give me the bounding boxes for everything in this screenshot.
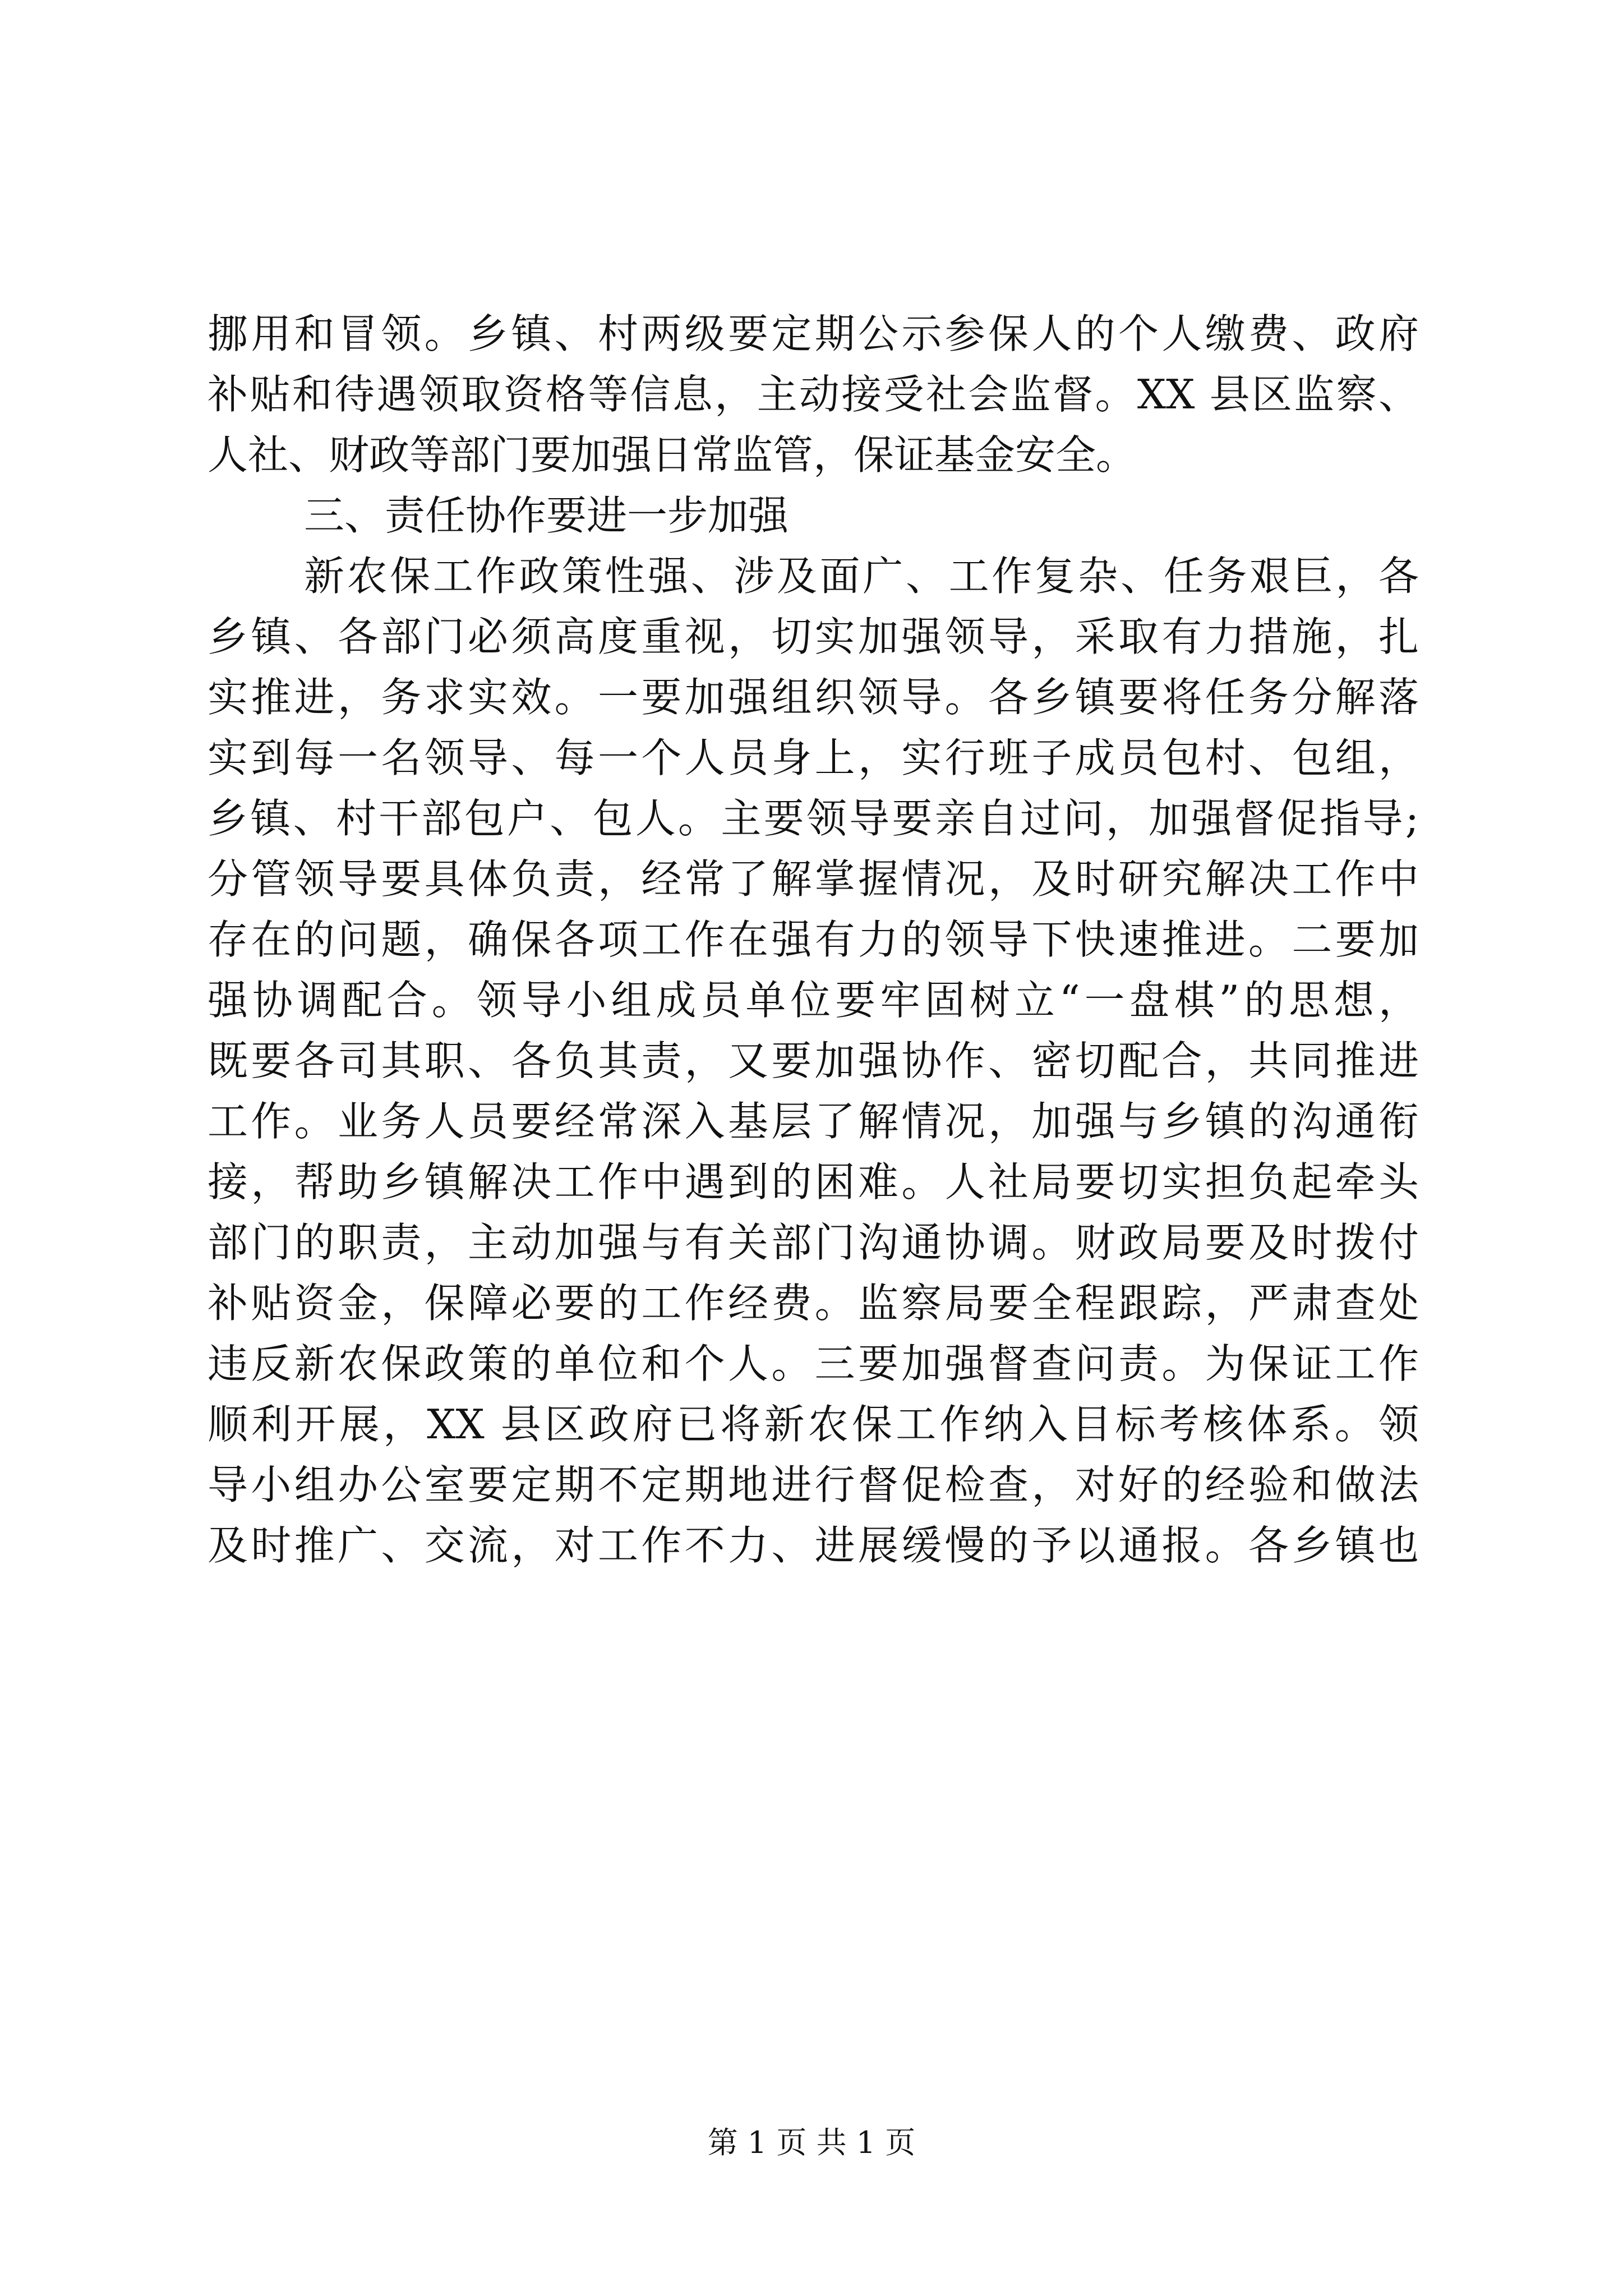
paragraph-line: 工作。业务人员要经常深入基层了解情况，加强与乡镇的沟通衔 bbox=[208, 1098, 1419, 1145]
paragraph-line: 挪用和冒领。乡镇、村两级要定期公示参保人的个人缴费、政府 bbox=[208, 310, 1419, 357]
paragraph-line: 顺利开展，XX 县区政府已将新农保工作纳入目标考核体系。领 bbox=[208, 1401, 1419, 1448]
paragraph-line: 乡镇、村干部包户、包人。主要领导要亲自过问，加强督促指导; bbox=[208, 795, 1419, 842]
paragraph-line: 及时推广、交流，对工作不力、进展缓慢的予以通报。各乡镇也 bbox=[208, 1522, 1419, 1569]
paragraph-line: 分管领导要具体负责，经常了解掌握情况，及时研究解决工作中 bbox=[208, 855, 1419, 903]
paragraph-line: 乡镇、各部门必须高度重视，切实加强领导，采取有力措施，扎 bbox=[208, 613, 1419, 660]
paragraph-line: 实推进，务求实效。一要加强组织领导。各乡镇要将任务分解落 bbox=[208, 674, 1419, 721]
paragraph-line: 既要各司其职、各负其责，又要加强协作、密切配合，共同推进 bbox=[208, 1037, 1419, 1084]
paragraph-line: 补贴资金，保障必要的工作经费。监察局要全程跟踪，严肃查处 bbox=[208, 1280, 1419, 1327]
section-heading: 三、责任协作要进一步加强 bbox=[304, 492, 789, 539]
paragraph-line: 人社、财政等部门要加强日常监管，保证基金安全。 bbox=[208, 431, 1137, 478]
paragraph-line: 补贴和待遇领取资格等信息，主动接受社会监督。XX 县区监察、 bbox=[208, 371, 1419, 418]
paragraph-line: 存在的问题，确保各项工作在强有力的领导下快速推进。二要加 bbox=[208, 916, 1419, 963]
paragraph-line: 违反新农保政策的单位和个人。三要加强督查问责。为保证工作 bbox=[208, 1340, 1419, 1387]
page-footer: 第 1 页 共 1 页 bbox=[707, 2125, 916, 2160]
paragraph-line: 新农保工作政策性强、涉及面广、工作复杂、任务艰巨，各 bbox=[304, 553, 1419, 600]
paragraph-line: 强协调配合。领导小组成员单位要牢固树立“一盘棋”的思想， bbox=[208, 977, 1419, 1024]
paragraph-line: 导小组办公室要定期不定期地进行督促检查，对好的经验和做法 bbox=[208, 1461, 1419, 1508]
paragraph-line: 接，帮助乡镇解决工作中遇到的困难。人社局要切实担负起牵头 bbox=[208, 1158, 1419, 1205]
paragraph-line: 部门的职责，主动加强与有关部门沟通协调。财政局要及时拨付 bbox=[208, 1219, 1419, 1266]
paragraph-line: 实到每一名领导、每一个人员身上，实行班子成员包村、包组， bbox=[208, 734, 1419, 781]
